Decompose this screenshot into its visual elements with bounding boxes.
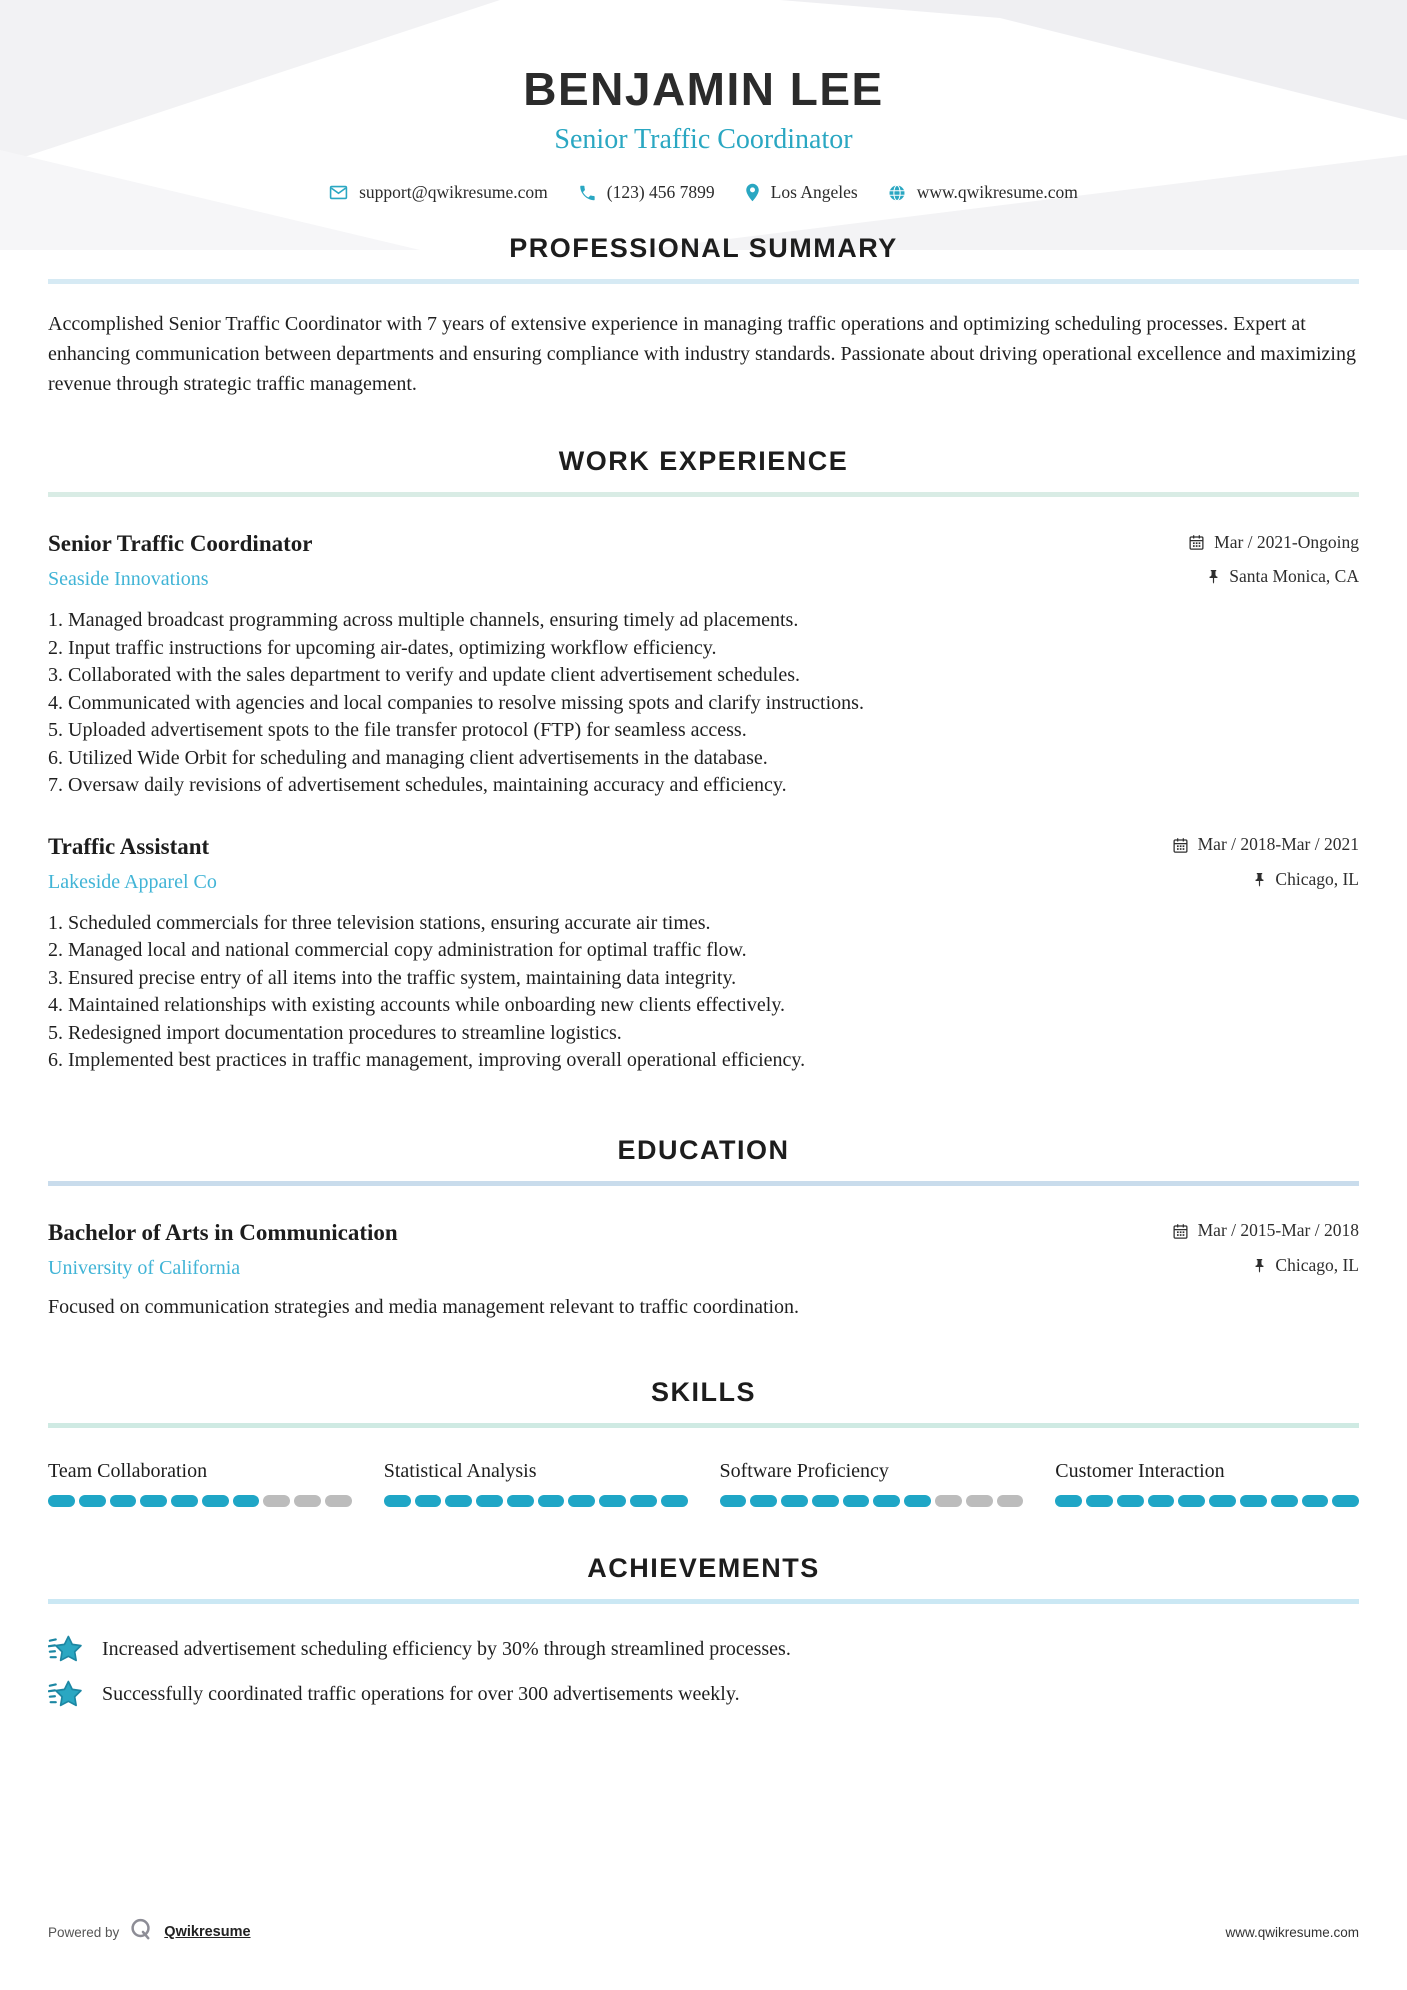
job-bullet: Redesigned import documentation procedures to streamline logistics. — [68, 1021, 622, 1044]
job-location-text: Chicago, IL — [1275, 868, 1359, 889]
section-heading-education: EDUCATION — [617, 1134, 790, 1165]
calendar-icon — [1172, 1222, 1189, 1240]
skill-segment — [140, 1495, 167, 1507]
skill-segment — [1302, 1495, 1329, 1507]
skill-segment — [507, 1495, 534, 1507]
powered-by-label: Powered by — [48, 1924, 120, 1940]
section-achievements — [48, 1553, 1359, 1711]
section-divider — [48, 1181, 1359, 1186]
contact-website — [888, 182, 1078, 203]
job-company: Lakeside Apparel Co — [48, 870, 217, 893]
skill-segment — [1148, 1495, 1175, 1507]
footer-website: www.qwikresume.com — [1225, 1924, 1359, 1940]
skill-segment — [781, 1495, 808, 1507]
contact-location-text: Los Angeles — [770, 182, 858, 202]
job-bullet: Maintained relationships with existing accounts while onboarding new clients effectively. — [68, 994, 786, 1016]
pushpin-icon — [1253, 871, 1266, 888]
job-company: Seaside Innovations — [48, 568, 209, 590]
job-bullet: Oversaw daily revisions of advertisement schedules, maintaining accuracy and efficiency. — [68, 774, 787, 796]
skill-item — [1055, 1460, 1359, 1507]
skill-label: Team Collaboration — [48, 1459, 208, 1482]
job-dates — [1188, 532, 1359, 553]
shooting-star-icon — [48, 1634, 82, 1666]
skill-segment — [202, 1495, 229, 1507]
contact-phone — [578, 182, 715, 203]
shooting-star-icon — [48, 1679, 82, 1711]
skill-segment — [415, 1495, 442, 1507]
skill-segment — [476, 1495, 503, 1507]
skill-segment — [720, 1495, 747, 1507]
skill-segment — [384, 1495, 411, 1507]
person-name: BENJAMIN LEE — [523, 63, 884, 115]
contact-email — [329, 182, 548, 203]
skill-item — [720, 1460, 1024, 1507]
job-bullet-list — [48, 607, 1359, 800]
section-work-experience — [48, 446, 1359, 1075]
section-divider — [48, 1599, 1359, 1604]
skill-segment — [79, 1495, 106, 1507]
achievements-list — [48, 1634, 1359, 1711]
job-entry — [48, 834, 1359, 1075]
skill-item — [48, 1460, 352, 1507]
education-dates — [1172, 1220, 1359, 1241]
job-bullet: Utilized Wide Orbit for scheduling and managing client advertisements in the database. — [68, 746, 768, 769]
education-degree: Bachelor of Arts in Communication — [48, 1219, 398, 1245]
skill-segment — [263, 1495, 290, 1507]
phone-icon — [578, 184, 596, 202]
contact-location — [745, 182, 858, 203]
section-divider — [48, 1423, 1359, 1428]
job-entry — [48, 531, 1359, 800]
achievement-text: Increased advertisement scheduling efficiency by 30% through streamlined processes. — [102, 1638, 791, 1660]
skill-level-bar — [720, 1495, 1024, 1507]
qwikresume-link[interactable]: Qwikresume — [164, 1924, 251, 1940]
job-title: Senior Traffic Coordinator — [48, 531, 313, 556]
skill-segment — [812, 1495, 839, 1507]
education-school: University of California — [48, 1256, 241, 1279]
contact-website-text: www.qwikresume.com — [916, 182, 1078, 202]
skills-grid — [48, 1460, 1359, 1507]
job-location — [1207, 566, 1359, 587]
education-location — [1253, 1255, 1359, 1276]
skill-segment — [325, 1495, 352, 1507]
skill-segment — [997, 1495, 1024, 1507]
job-dates-text: Mar / 2018-Mar / 2021 — [1197, 834, 1359, 854]
skill-segment — [1117, 1495, 1144, 1507]
job-location-text: Santa Monica, CA — [1229, 566, 1359, 586]
section-divider — [48, 492, 1359, 497]
section-heading-summary: PROFESSIONAL SUMMARY — [509, 233, 898, 263]
skill-segment — [1178, 1495, 1205, 1507]
skill-segment — [1209, 1495, 1236, 1507]
job-bullet-list — [48, 910, 1359, 1075]
achievement-item — [48, 1634, 1359, 1666]
pushpin-icon — [1207, 568, 1220, 585]
skill-segment — [294, 1495, 321, 1507]
skill-label: Customer Interaction — [1055, 1459, 1225, 1482]
envelope-icon — [329, 183, 348, 202]
contact-email-text: support@qwikresume.com — [359, 182, 548, 202]
section-heading-achievements: ACHIEVEMENTS — [587, 1552, 820, 1583]
skill-segment — [568, 1495, 595, 1507]
skill-level-bar — [1055, 1495, 1359, 1507]
skill-label: Statistical Analysis — [383, 1459, 537, 1482]
skill-segment — [935, 1495, 962, 1507]
map-pin-icon — [745, 183, 760, 202]
skill-segment — [843, 1495, 870, 1507]
skill-segment — [445, 1495, 472, 1507]
skill-level-bar — [384, 1495, 688, 1507]
skill-item — [384, 1460, 688, 1507]
section-heading-skills: SKILLS — [650, 1376, 756, 1407]
job-dates-text: Mar / 2021-Ongoing — [1214, 531, 1359, 552]
skill-segment — [750, 1495, 777, 1507]
skill-level-bar — [48, 1495, 352, 1507]
job-bullet: Scheduled commercials for three television stations, ensuring accurate air times. — [68, 911, 711, 934]
globe-icon — [888, 184, 906, 202]
skill-segment — [1332, 1495, 1359, 1507]
education-location-text: Chicago, IL — [1275, 1254, 1359, 1275]
skill-segment — [233, 1495, 260, 1507]
job-bullet: Managed local and national commercial copy administration for optimal traffic flow. — [68, 939, 747, 961]
contact-row — [48, 182, 1359, 203]
q-logo-icon — [128, 1916, 155, 1948]
skill-segment — [1240, 1495, 1267, 1507]
skill-segment — [630, 1495, 657, 1507]
job-dates — [1172, 834, 1359, 855]
achievement-item — [48, 1679, 1359, 1711]
skill-segment — [1055, 1495, 1082, 1507]
pushpin-icon — [1253, 1257, 1266, 1274]
job-bullet: Input traffic instructions for upcoming air-dates, optimizing workflow efficiency. — [68, 636, 717, 659]
job-location — [1253, 869, 1359, 890]
job-bullet: Communicated with agencies and local companies to resolve missing spots and clarify instructions. — [68, 691, 864, 714]
person-job-title: Senior Traffic Coordinator — [554, 124, 853, 155]
job-bullet: Uploaded advertisement spots to the file transfer protocol (FTP) for seamless access. — [68, 719, 747, 741]
skill-segment — [538, 1495, 565, 1507]
skill-segment — [171, 1495, 198, 1507]
skill-segment — [966, 1495, 993, 1507]
calendar-icon — [1172, 836, 1189, 854]
contact-phone-text: (123) 456 7899 — [606, 182, 715, 202]
calendar-icon — [1188, 533, 1205, 551]
job-bullet: Ensured precise entry of all items into the traffic system, maintaining data integrity. — [68, 966, 737, 989]
page-footer — [0, 1916, 1407, 1948]
section-divider — [48, 279, 1359, 284]
skill-segment — [48, 1495, 75, 1507]
job-title: Traffic Assistant — [48, 833, 210, 859]
job-bullet: Managed broadcast programming across multiple channels, ensuring timely ad placements. — [68, 609, 799, 631]
education-description: Focused on communication strategies and media management relevant to traffic coordination. — [48, 1295, 800, 1318]
skill-segment — [904, 1495, 931, 1507]
section-professional-summary — [48, 233, 1359, 399]
skill-segment — [110, 1495, 137, 1507]
section-education — [48, 1135, 1359, 1319]
skill-segment — [599, 1495, 626, 1507]
section-skills — [48, 1377, 1359, 1507]
summary-text: Accomplished Senior Traffic Coordinator with 7 years of extensive experience in managing traffic operations and optimizing scheduling processes. Expert at enhancing communication between departments and ensuring compliance with industry standards. Passionate about driving operational excellence and maximizing revenue through strategic traffic management. — [48, 313, 1356, 395]
job-bullet: Implemented best practices in traffic management, improving overall operational efficiency. — [68, 1049, 806, 1071]
skill-segment — [873, 1495, 900, 1507]
skill-label: Software Proficiency — [719, 1459, 889, 1482]
skill-segment — [1271, 1495, 1298, 1507]
skill-segment — [1086, 1495, 1113, 1507]
education-dates-text: Mar / 2015-Mar / 2018 — [1197, 1220, 1359, 1240]
achievement-text: Successfully coordinated traffic operations for over 300 advertisements weekly. — [102, 1683, 740, 1705]
section-heading-work: WORK EXPERIENCE — [558, 446, 849, 476]
job-bullet: Collaborated with the sales department to verify and update client advertisement schedules. — [68, 664, 800, 686]
skill-segment — [661, 1495, 688, 1507]
